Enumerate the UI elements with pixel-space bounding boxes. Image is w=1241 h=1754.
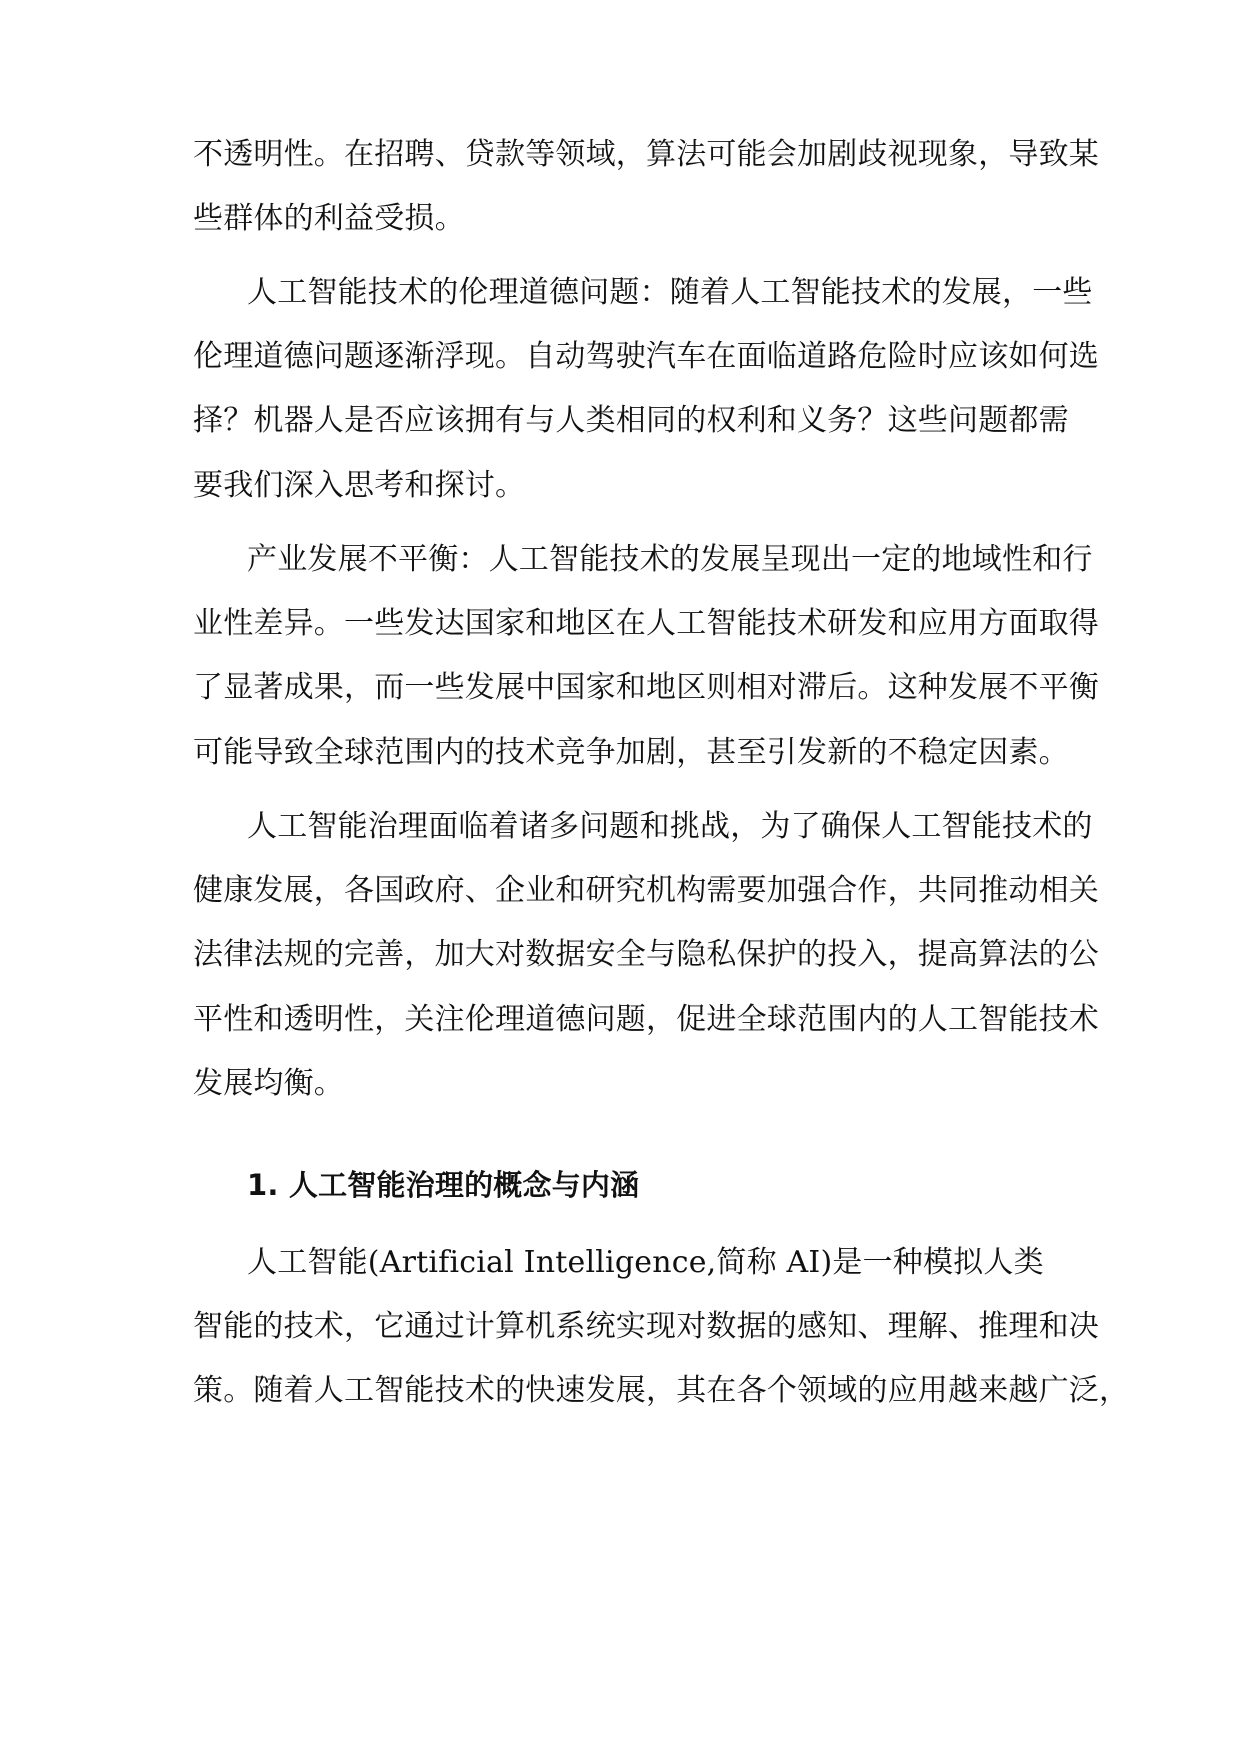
paragraph-2-line-3: 择？机器人是否应该拥有与人类相同的权利和义务？这些问题都需 — [193, 403, 1069, 438]
paragraph-2-line-2: 伦理道德问题逐渐浮现。自动驾驶汽车在面临道路危险时应该如何选 — [193, 339, 1099, 374]
paragraph-1-line-2: 些群体的利益受损。 — [193, 201, 465, 236]
paragraph-5-line-2: 智能的技术，它通过计算机系统实现对数据的感知、理解、推理和决 — [193, 1309, 1099, 1344]
paragraph-4-line-4: 平性和透明性，关注伦理道德问题，促进全球范围内的人工智能技术 — [193, 1002, 1099, 1037]
paragraph-4-line-2: 健康发展，各国政府、企业和研究机构需要加强合作，共同推动相关 — [193, 873, 1099, 908]
paragraph-2-line-4: 要我们深入思考和探讨。 — [193, 468, 526, 503]
paragraph-2-line-1: 人工智能技术的伦理道德问题：随着人工智能技术的发展，一些 — [247, 275, 1093, 310]
paragraph-1-line-1: 不透明性。在招聘、贷款等领域，算法可能会加剧歧视现象，导致某 — [193, 137, 1099, 172]
section-heading: 1. 人工智能治理的概念与内涵 — [247, 1168, 640, 1202]
paragraph-5-line-1: 人工智能(Artificial Intelligence,简称 AI)是一种模拟人类 — [247, 1245, 1044, 1280]
paragraph-5-line-3: 策。随着人工智能技术的快速发展，其在各个领域的应用越来越广泛， — [193, 1373, 1130, 1408]
paragraph-3-line-2: 业性差异。一些发达国家和地区在人工智能技术研发和应用方面取得 — [193, 606, 1099, 641]
paragraph-4-line-3: 法律法规的完善，加大对数据安全与隐私保护的投入，提高算法的公 — [193, 937, 1099, 972]
paragraph-3-line-4: 可能导致全球范围内的技术竞争加剧，甚至引发新的不稳定因素。 — [193, 735, 1069, 770]
paragraph-3-line-1: 产业发展不平衡：人工智能技术的发展呈现出一定的地域性和行 — [247, 542, 1093, 577]
paragraph-3-line-3: 了显著成果，而一些发展中国家和地区则相对滞后。这种发展不平衡 — [193, 670, 1099, 705]
paragraph-4-line-1: 人工智能治理面临着诸多问题和挑战，为了确保人工智能技术的 — [247, 809, 1093, 844]
paragraph-4-line-5: 发展均衡。 — [193, 1066, 344, 1101]
